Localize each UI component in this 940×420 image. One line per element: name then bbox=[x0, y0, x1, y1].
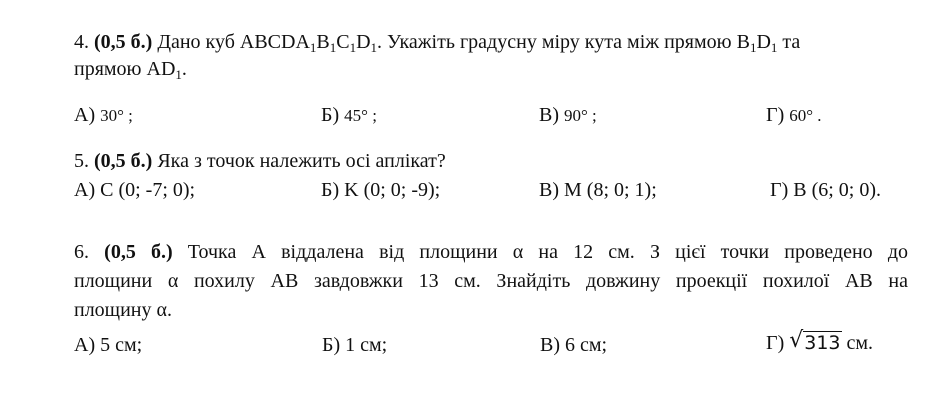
question-4-option-a bbox=[74, 103, 133, 128]
sub-index: 1 bbox=[370, 40, 378, 55]
question-5-option-b: Б) K (0; 0; -9); bbox=[321, 179, 441, 201]
radicand: 313 bbox=[804, 332, 841, 354]
sub-index: 1 bbox=[309, 40, 317, 55]
option-value: 30° ; bbox=[100, 106, 133, 125]
question-6-points: (0,5 б.) bbox=[104, 241, 173, 263]
question-6-line-2: площини α похилу АВ завдовжки 13 см. Знайдіть довжину проекції похилої АВ на bbox=[74, 270, 908, 292]
question-6-option-c: В) 6 см; bbox=[540, 334, 608, 356]
question-5-option-c: В) M (8; 0; 1); bbox=[539, 179, 657, 201]
question-5-text bbox=[74, 149, 446, 173]
sub-index: 1 bbox=[770, 40, 778, 55]
question-4-text-mid: . Укажіть градусну міру кута між прямою B bbox=[377, 31, 750, 53]
option-label: Г) bbox=[766, 104, 785, 126]
question-4-number: 4. bbox=[74, 31, 89, 53]
question-5-points: (0,5 б.) bbox=[94, 150, 153, 172]
option-label: Г) bbox=[766, 332, 785, 354]
option-value: 60° . bbox=[789, 106, 822, 125]
sub-index: 1 bbox=[349, 40, 357, 55]
question-6-line1-text: Точка А віддалена від площини α на 12 см. З цієї точки проведено до bbox=[187, 241, 908, 263]
option-unit: см. bbox=[846, 332, 874, 354]
cube-letter: D bbox=[356, 31, 371, 53]
question-5-option-d: Г) B (6; 0; 0). bbox=[770, 179, 881, 201]
question-4-option-b bbox=[321, 103, 377, 128]
question-6-line-3: площину α. bbox=[74, 299, 172, 321]
question-5-prompt: Яка з точок належить осі аплікат? bbox=[157, 150, 446, 172]
option-label: В) bbox=[539, 104, 559, 126]
question-4-line-1 bbox=[74, 30, 800, 54]
line-letter: D bbox=[756, 31, 771, 53]
question-5-number: 5. bbox=[74, 150, 89, 172]
question-6-line-1 bbox=[74, 240, 908, 264]
radical-sign-icon: √ bbox=[789, 328, 804, 353]
question-4-line2-end: . bbox=[181, 58, 187, 80]
option-label: Б) bbox=[321, 104, 340, 126]
option-label: А) bbox=[74, 104, 96, 126]
question-4-line-2 bbox=[74, 57, 187, 81]
question-6-number: 6. bbox=[74, 241, 89, 263]
option-value: 90° ; bbox=[564, 106, 597, 125]
question-5-option-a: А) C (0; -7; 0); bbox=[74, 179, 196, 201]
sub-index: 1 bbox=[749, 40, 757, 55]
question-4-option-d bbox=[766, 103, 822, 128]
question-6-option-d bbox=[766, 328, 874, 355]
question-6-option-b: Б) 1 см; bbox=[322, 334, 388, 356]
square-root bbox=[789, 328, 841, 355]
question-4-points: (0,5 б.) bbox=[94, 31, 153, 53]
question-4-option-c bbox=[539, 103, 597, 128]
cube-letter: C bbox=[336, 31, 350, 53]
question-6-option-a: А) 5 см; bbox=[74, 334, 143, 356]
sub-index: 1 bbox=[329, 40, 337, 55]
question-4-line2-text: прямою AD bbox=[74, 58, 176, 80]
question-4-text-start: Дано куб ABCDA bbox=[157, 31, 310, 53]
sub-index: 1 bbox=[175, 67, 182, 82]
cube-letter: B bbox=[316, 31, 330, 53]
question-4-text-and: та bbox=[777, 31, 801, 53]
option-value: 45° ; bbox=[344, 106, 377, 125]
